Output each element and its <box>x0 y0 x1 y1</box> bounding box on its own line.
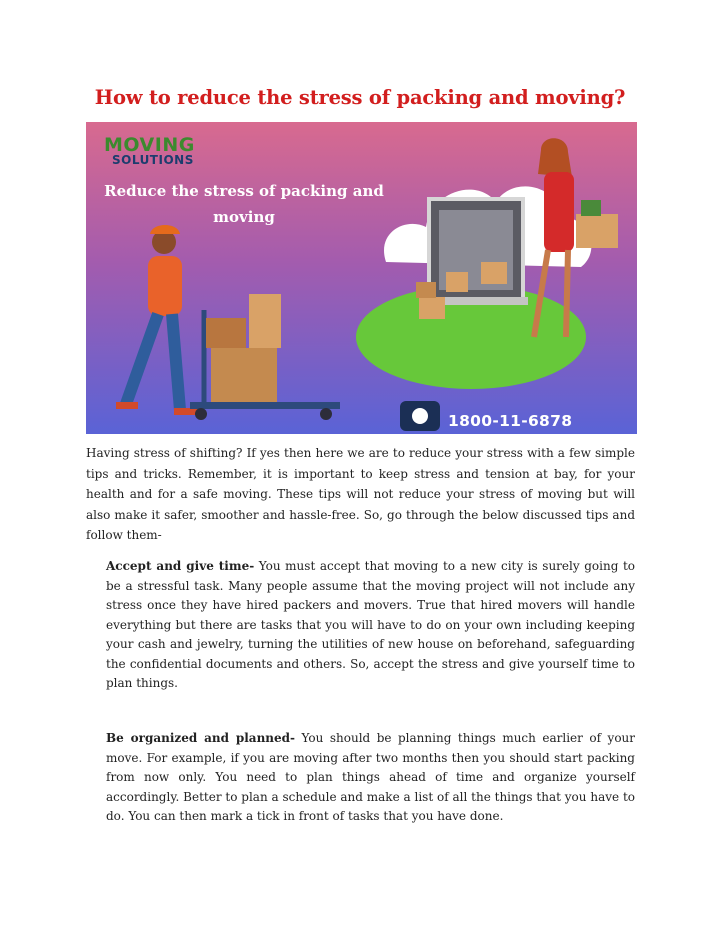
banner-tagline <box>104 178 384 230</box>
phone-number: 1800-11-6878 <box>448 412 573 430</box>
tagline-line-1: Reduce the stress of packing and <box>104 182 384 200</box>
tip-body: You should be planning things much earlier of your move. For example, if you are moving after two months then you should start packing from now only. You need to plan things ahead of time and organize yourself accordingly. Better to plan a schedule and make a list of all the things that you have to do. You can then mark a tick in front of tasks that you have done. <box>106 731 636 823</box>
tip-be-organized <box>106 729 635 827</box>
page-title: How to reduce the stress of packing and moving? <box>94 86 626 109</box>
tagline-line-2: moving <box>213 208 275 226</box>
tip-heading: Accept and give time- <box>106 559 255 573</box>
tip-heading: Be organized and planned- <box>106 731 296 745</box>
logo-text-moving: MOVING <box>104 134 195 156</box>
intro-paragraph: Having stress of shifting? If yes then here we are to reduce your stress with a few simple tips and tricks. Remember, it is important to keep stress and tension at bay, for your health and for a safe moving. These tips will not reduce your stress of moving but will also make it safer, smoother and hassle-free. So, go through the below discussed tips and follow them- <box>86 446 635 542</box>
banner-illustration <box>86 122 637 434</box>
moving-banner-image <box>86 122 637 434</box>
tip-accept-and-give-time <box>106 557 635 694</box>
logo-text-solutions: SOLUTIONS <box>112 153 194 167</box>
tip-body: You must accept that moving to a new city is surely going to be a stressful task. Many people assume that the moving project will not include any stress once they have hired packers and movers. True that hired movers will handle everything but there are tasks that you will have to do on your own including keeping your cash and jewelry, turning the utilities of new house on beforehand, safeguarding the confidential documents and others. So, accept the stress and give yourself time to plan things. <box>106 559 635 690</box>
